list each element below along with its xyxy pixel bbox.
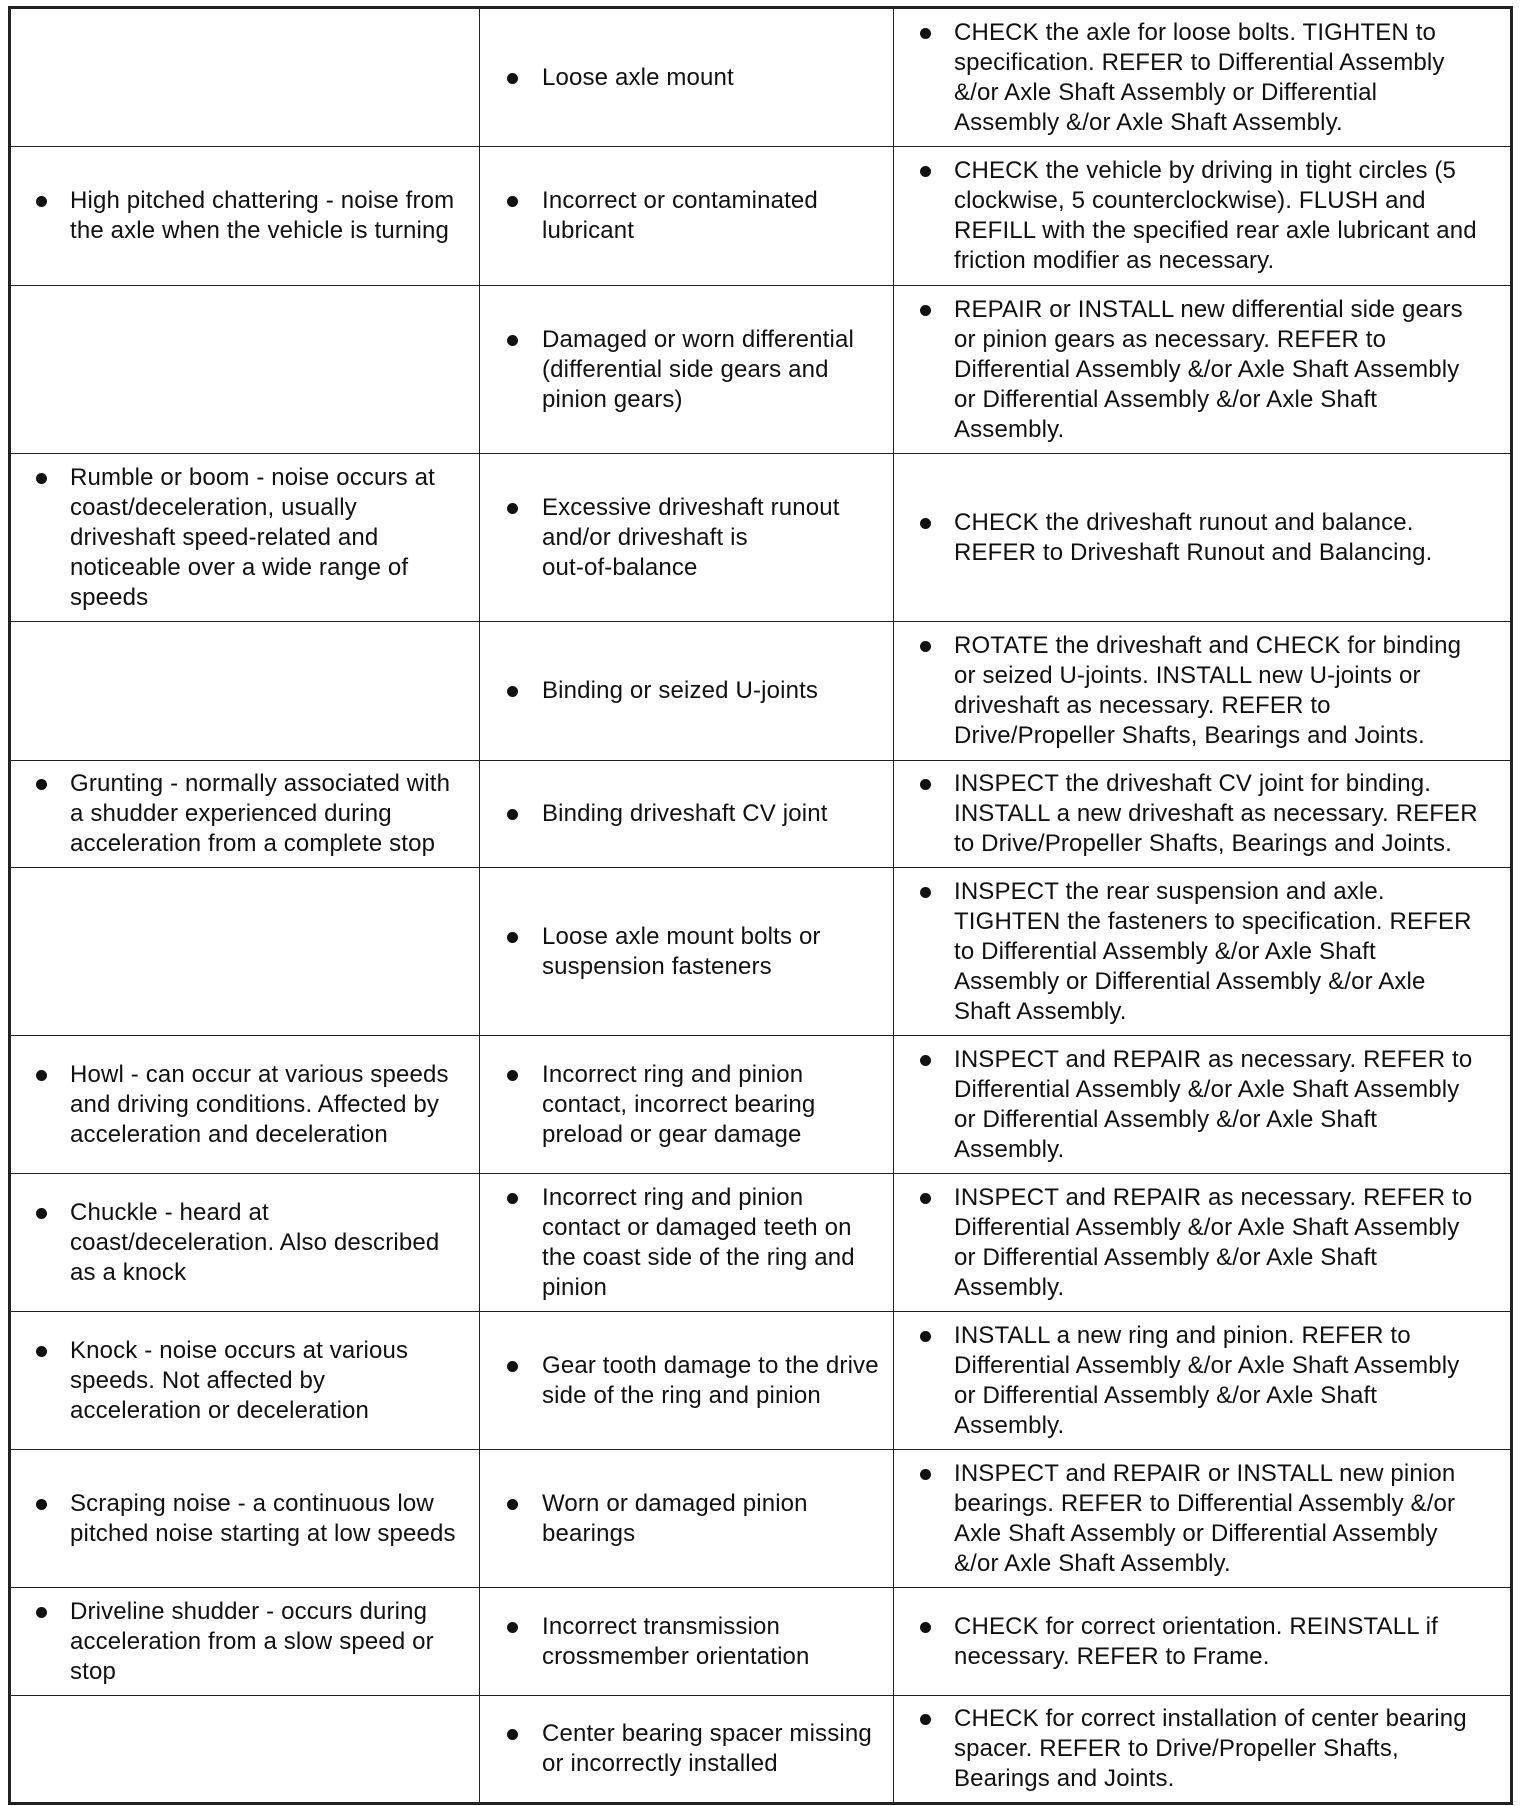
bullet-icon (507, 1729, 518, 1740)
action-text: INSTALL a new ring and pinion. REFER to Differential Assembly &/or Axle Shaft Assembly or Differential Assembly &/or Axle Shaft Assembly. (954, 1321, 1460, 1439)
cause-cell (480, 1696, 894, 1804)
condition-cell (10, 1174, 480, 1312)
condition-cell (10, 622, 480, 761)
bullet-icon (920, 1714, 931, 1725)
table-row (10, 1588, 1512, 1696)
table-row (10, 1312, 1512, 1450)
bullet-icon (920, 166, 931, 177)
bullet-item (11, 1336, 469, 1426)
action-cell (894, 8, 1512, 147)
bullet-icon (507, 686, 518, 697)
bullet-icon (920, 1469, 931, 1480)
cause-cell (480, 1036, 894, 1174)
bullet-item (480, 1719, 883, 1779)
action-text: ROTATE the driveshaft and CHECK for binding or seized U-joints. INSTALL new U-joints or driveshaft as necessary. REFER to Drive/Propeller Shafts, Bearings and Joints. (954, 632, 1462, 749)
condition-text: Grunting - normally associated with a shudder experienced during acceleration from a complete stop (70, 770, 451, 857)
action-cell (894, 622, 1512, 761)
bullet-icon (507, 503, 518, 514)
bullet-item (11, 1489, 469, 1549)
cause-text: Excessive driveshaft runout and/or driveshaft is out-of-balance (542, 493, 840, 581)
action-text: CHECK the driveshaft runout and balance. REFER to Driveshaft Runout and Balancing. (954, 508, 1433, 566)
diagnosis-table (8, 6, 1513, 1805)
bullet-icon (36, 473, 47, 484)
table-row (10, 868, 1512, 1036)
cause-text: Incorrect ring and pinion contact, incorrect bearing preload or gear damage (542, 1060, 816, 1148)
cause-text: Loose axle mount (542, 63, 734, 91)
condition-cell (10, 1696, 480, 1804)
action-cell (894, 868, 1512, 1036)
condition-text: Chuckle - heard at coast/deceleration. Also described as a knock (70, 1198, 440, 1286)
action-text: INSPECT the driveshaft CV joint for binding. INSTALL a new driveshaft as necessary. REFER to Drive/Propeller Shafts, Bearings and Joints. (954, 770, 1478, 857)
action-cell (894, 1588, 1512, 1696)
cause-text: Loose axle mount bolts or suspension fasteners (542, 922, 821, 980)
condition-cell (10, 1312, 480, 1450)
cause-cell (480, 1450, 894, 1588)
cause-cell (480, 622, 894, 761)
bullet-item (894, 1704, 1500, 1794)
table-row (10, 1036, 1512, 1174)
bullet-item (480, 799, 883, 829)
bullet-icon (36, 1208, 47, 1219)
bullet-icon (920, 887, 931, 898)
condition-cell (10, 8, 480, 147)
action-cell (894, 1174, 1512, 1312)
bullet-item (480, 922, 883, 982)
bullet-icon (507, 1193, 518, 1204)
condition-text: Driveline shudder - occurs during acceleration from a slow speed or stop (70, 1597, 434, 1685)
cause-cell (480, 147, 894, 286)
condition-text: High pitched chattering - noise from the axle when the vehicle is turning (70, 187, 455, 244)
bullet-item (480, 63, 883, 93)
cause-text: Incorrect transmission crossmember orientation (542, 1612, 810, 1670)
bullet-item (11, 186, 469, 246)
table-row (10, 147, 1512, 286)
bullet-item (480, 493, 883, 583)
action-text: CHECK the axle for loose bolts. TIGHTEN to specification. REFER to Differential Assembly &/or Axle Shaft Assembly or Differential Assembly &/or Axle Shaft Assembly. (954, 18, 1445, 136)
bullet-icon (920, 305, 931, 316)
action-text: INSPECT the rear suspension and axle. TIGHTEN the fasteners to specification. REFER to Differential Assembly &/or Axle Shaft Assembly or Differential Assembly &/or Axle Shaft Assembly. (954, 877, 1472, 1025)
bullet-item (11, 1060, 469, 1150)
cause-text: Damaged or worn differential (differential side gears and pinion gears) (542, 325, 854, 413)
bullet-icon (920, 641, 931, 652)
bullet-item (894, 1612, 1500, 1672)
bullet-item (894, 1459, 1500, 1579)
bullet-icon (920, 1193, 931, 1204)
action-text: INSPECT and REPAIR as necessary. REFER to Differential Assembly &/or Axle Shaft Assembly or Differential Assembly &/or Axle Shaft Assembly. (954, 1183, 1473, 1301)
action-text: REPAIR or INSTALL new differential side gears or pinion gears as necessary. REFER to Differential Assembly &/or Axle Shaft Assembly or Differential Assembly &/or Axle Shaft Assembly. (954, 295, 1463, 443)
bullet-item (894, 631, 1500, 751)
action-text: INSPECT and REPAIR or INSTALL new pinion bearings. REFER to Differential Assembly &/or Axle Shaft Assembly or Differential Assembly &/or Axle Shaft Assembly. (954, 1459, 1456, 1577)
bullet-item (894, 1321, 1500, 1441)
cause-cell (480, 1588, 894, 1696)
cause-text: Incorrect or contaminated lubricant (542, 187, 818, 244)
action-text: CHECK for correct installation of center bearing spacer. REFER to Drive/Propeller Shafts, Bearings and Joints. (954, 1705, 1467, 1792)
action-text: INSPECT and REPAIR as necessary. REFER to Differential Assembly &/or Axle Shaft Assembly or Differential Assembly &/or Axle Shaft Assembly. (954, 1045, 1473, 1163)
action-text: CHECK the vehicle by driving in tight circles (5 clockwise, 5 counterclockwise). FLUSH and REFILL with the specified rear axle lubricant and friction modifier as necessary. (954, 157, 1477, 274)
cause-cell (480, 761, 894, 868)
bullet-item (894, 18, 1500, 138)
cause-cell (480, 868, 894, 1036)
action-cell (894, 454, 1512, 622)
bullet-icon (507, 1361, 518, 1372)
bullet-icon (507, 335, 518, 346)
bullet-icon (920, 28, 931, 39)
cause-cell (480, 1312, 894, 1450)
bullet-icon (920, 1331, 931, 1342)
condition-text: Rumble or boom - noise occurs at coast/deceleration, usually driveshaft speed-related and noticeable over a wide range of speeds (70, 463, 435, 611)
condition-text: Howl - can occur at various speeds and driving conditions. Affected by acceleration and deceleration (70, 1060, 449, 1148)
action-cell (894, 1696, 1512, 1804)
condition-cell (10, 761, 480, 868)
bullet-icon (36, 1070, 47, 1081)
condition-cell (10, 147, 480, 286)
action-cell (894, 761, 1512, 868)
bullet-item (894, 1183, 1500, 1303)
bullet-item (480, 1351, 883, 1411)
condition-cell (10, 1588, 480, 1696)
bullet-item (11, 1597, 469, 1687)
cause-text: Binding driveshaft CV joint (542, 800, 828, 827)
action-text: CHECK for correct orientation. REINSTALL if necessary. REFER to Frame. (954, 1612, 1438, 1670)
bullet-icon (36, 1499, 47, 1510)
bullet-icon (36, 196, 47, 207)
condition-text: Knock - noise occurs at various speeds. Not affected by acceleration or deceleration (70, 1336, 409, 1424)
table-row (10, 761, 1512, 868)
cause-cell (480, 454, 894, 622)
bullet-icon (507, 809, 518, 820)
action-cell (894, 1450, 1512, 1588)
condition-cell (10, 868, 480, 1036)
action-cell (894, 286, 1512, 454)
bullet-item (11, 463, 469, 613)
bullet-icon (507, 1622, 518, 1633)
bullet-icon (507, 1070, 518, 1081)
bullet-icon (36, 779, 47, 790)
bullet-item (480, 1060, 883, 1150)
bullet-icon (920, 1622, 931, 1633)
bullet-icon (507, 932, 518, 943)
bullet-item (480, 1183, 883, 1303)
bullet-icon (920, 779, 931, 790)
table-row (10, 454, 1512, 622)
bullet-item (894, 156, 1500, 276)
cause-text: Incorrect ring and pinion contact or damaged teeth on the coast side of the ring and pinion (542, 1183, 855, 1301)
bullet-item (480, 676, 883, 706)
action-cell (894, 147, 1512, 286)
cause-text: Gear tooth damage to the drive side of the ring and pinion (542, 1351, 879, 1409)
table-row (10, 1174, 1512, 1312)
bullet-item (480, 325, 883, 415)
action-cell (894, 1036, 1512, 1174)
table-row (10, 286, 1512, 454)
bullet-item (480, 186, 883, 246)
bullet-item (894, 295, 1500, 445)
bullet-icon (920, 1055, 931, 1066)
table-row (10, 8, 1512, 147)
bullet-item (480, 1489, 883, 1549)
bullet-item (894, 769, 1500, 859)
cause-text: Center bearing spacer missing or incorrectly installed (542, 1720, 872, 1777)
table-row (10, 1450, 1512, 1588)
bullet-icon (36, 1607, 47, 1618)
cause-text: Binding or seized U-joints (542, 677, 819, 704)
bullet-icon (507, 73, 518, 84)
diagnosis-table-body (10, 8, 1512, 1804)
bullet-icon (36, 1346, 47, 1357)
condition-cell (10, 454, 480, 622)
bullet-item (894, 877, 1500, 1027)
cause-cell (480, 8, 894, 147)
condition-cell (10, 1450, 480, 1588)
condition-text: Scraping noise - a continuous low pitched noise starting at low speeds (70, 1489, 456, 1547)
cause-cell (480, 286, 894, 454)
bullet-item (894, 1045, 1500, 1165)
bullet-item (11, 769, 469, 859)
condition-cell (10, 1036, 480, 1174)
cause-text: Worn or damaged pinion bearings (542, 1489, 808, 1547)
table-row (10, 1696, 1512, 1804)
bullet-item (480, 1612, 883, 1672)
bullet-icon (507, 196, 518, 207)
bullet-icon (920, 518, 931, 529)
condition-cell (10, 286, 480, 454)
bullet-icon (507, 1499, 518, 1510)
bullet-item (894, 508, 1500, 568)
bullet-item (11, 1198, 469, 1288)
action-cell (894, 1312, 1512, 1450)
table-row (10, 622, 1512, 761)
cause-cell (480, 1174, 894, 1312)
